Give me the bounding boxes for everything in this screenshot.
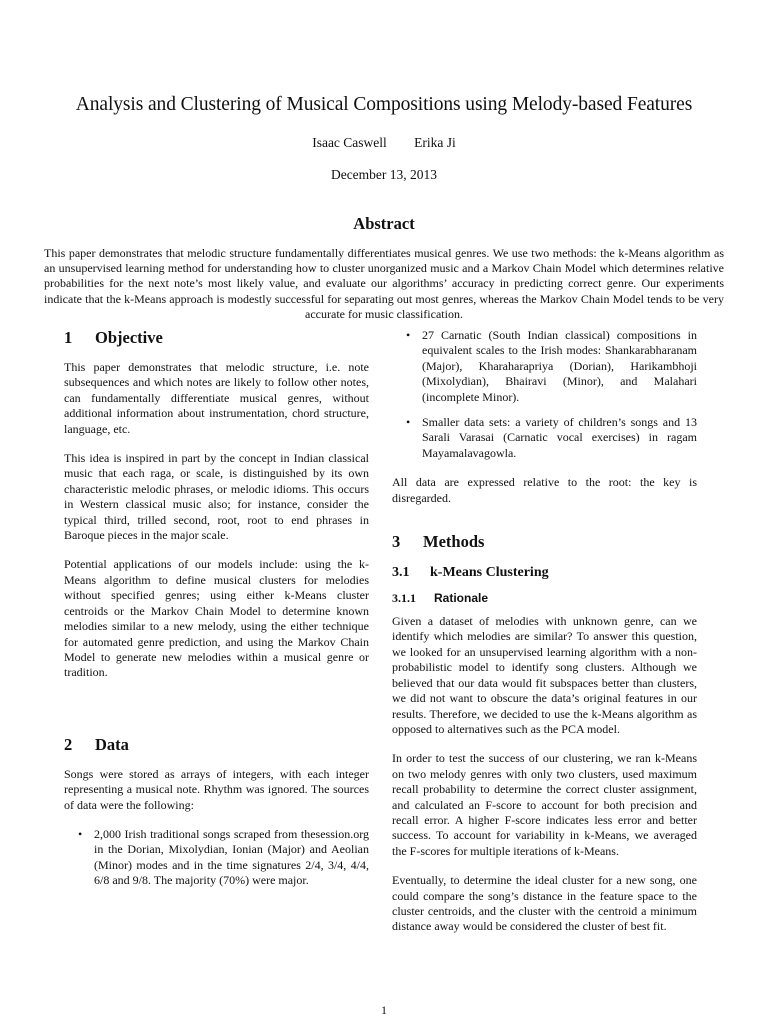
bullet-icon: •	[78, 826, 83, 841]
section-number: 3	[392, 532, 401, 552]
subsection-heading-kmeans	[392, 564, 697, 582]
section-heading-objective	[64, 328, 369, 348]
objective-paragraph: Potential applications of our models include: using the k-Means algorithm to define musical clusters for melodies without specified genres; using either k-Means cluster centroids or the Markov Chain Model to determine known melodies similar to a new melody, using the either technique for automated genre prediction, and using the Markov Chain Model to generate new melodies within a musical genre or tradition.	[64, 557, 369, 680]
subsubsection-title: Rationale	[434, 591, 489, 606]
subsection-title: k-Means Clustering	[430, 565, 549, 581]
section-title: Methods	[423, 532, 485, 552]
section-heading-methods	[392, 532, 697, 552]
objective-paragraph: This paper demonstrates that melodic structure, i.e. note subsequences and which notes are likely to follow other notes, can fundamentally differentiate musical genres, without additional information about instrumentation, chord structure, language, etc.	[64, 360, 369, 436]
section-title: Objective	[95, 328, 163, 347]
author-name: Isaac Caswell	[312, 135, 387, 150]
list-item-text: Smaller data sets: a variety of children’s songs and 13 Sarali Varasai (Carnatic vocal exercises) in ragam Mayamalavagowla.	[422, 415, 697, 460]
rationale-paragraph: Given a dataset of melodies with unknown genre, can we identify which melodies are similar? To answer this question, we looked for an unsupervised learning algorithm with a non-probabilistic model to identify song clusters. Although we believed that our data would fit subspaces better than clusters, we did not want to obscure the data’s original features in our results. Therefore, we decided to use the k-Means algorithm as opposed to alternatives such as the PCA model.	[392, 614, 697, 736]
right-column	[392, 328, 697, 949]
list-item	[392, 415, 697, 461]
list-item-text: 27 Carnatic (South Indian classical) compositions in equivalent scales to the Irish modes: Shankarabharanam (Major), Kharaharapriya (Dorian), Harikambhoji (Mixolydian), Bhairavi (Minor), and Malahari (incomplete Minor).	[422, 328, 697, 404]
rationale-paragraph: In order to test the success of our clustering, we ran k-Means on two melody genres with only two clusters, used maximum recall probability to determine the correct cluster assignment, and calculated an F-score to account for both precision and recall error. A higher F-score indicates less error and better success. To account for variability in k-Means, we averaged the F-scores for multiple iterations of k-Means.	[392, 751, 697, 858]
bullet-icon: •	[406, 328, 411, 342]
subsubsection-heading-rationale	[392, 590, 697, 606]
abstract-text: This paper demonstrates that melodic structure fundamentally differentiates musical genres. We use two methods: the k-Means algorithm as an unsupervised learning method for understanding how to cluster unorganized music and a Markov Chain Model which determines relative probabilities for the next note’s most likely value, and evaluate our algorithms’ accuracy in predicting correct genre. Our experiments indicate that the k-Means approach is modestly successful for separating out most genres, whereas the Markov Chain Model tends to be very accurate for music classification.	[44, 246, 724, 321]
left-column	[64, 328, 369, 903]
bullet-icon: •	[406, 415, 411, 430]
data-intro-paragraph: Songs were stored as arrays of integers, with each integer representing a musical note. Rhythm was ignored. The sources of data were the following:	[64, 766, 369, 812]
section-number: 2	[64, 734, 73, 754]
author-name: Erika Ji	[414, 135, 456, 150]
list-item-text: 2,000 Irish traditional songs scraped from thesession.org in the Dorian, Mixolydian, Ionian (Major) and Aeolian (Minor) modes and in the time signatures 2/4, 3/4, 4/4, 6/8 and 9/8. The majority (70%) were major.	[94, 826, 369, 888]
data-source-list-continued	[392, 328, 697, 461]
paper-date: December 13, 2013	[330, 167, 438, 182]
rationale-paragraph: Eventually, to determine the ideal cluster for a new song, one could compare the song’s distance in the feature space to the cluster centroids, and the cluster with the centroid a minimum distance away would be considered the cluster of best fit.	[392, 873, 697, 934]
paper-title: Analysis and Clustering of Musical Compositions using Melody-based Features	[75, 94, 693, 115]
subsection-number: 3.1	[392, 565, 410, 581]
section-number: 1	[64, 328, 73, 347]
objective-paragraph: This idea is inspired in part by the concept in Indian classical music that each raga, or scale, is distinguished by its own characteristic melodic phrases, or melodic idioms. This occurs in Western classical music also; for instance, consider the typical third, trilled second, root, root to end phrases in Baroque pieces in the major scale.	[64, 451, 369, 543]
subsubsection-number: 3.1.1	[392, 591, 416, 606]
list-item	[64, 827, 369, 889]
section-title: Data	[95, 734, 129, 754]
section-heading-data	[64, 735, 369, 755]
data-source-list	[64, 827, 369, 889]
page-number: 1	[381, 1003, 387, 1017]
data-closing-paragraph: All data are expressed relative to the root: the key is disregarded.	[392, 475, 697, 505]
abstract-heading: Abstract	[353, 214, 415, 233]
list-item	[392, 328, 697, 405]
author-list	[0, 135, 768, 151]
